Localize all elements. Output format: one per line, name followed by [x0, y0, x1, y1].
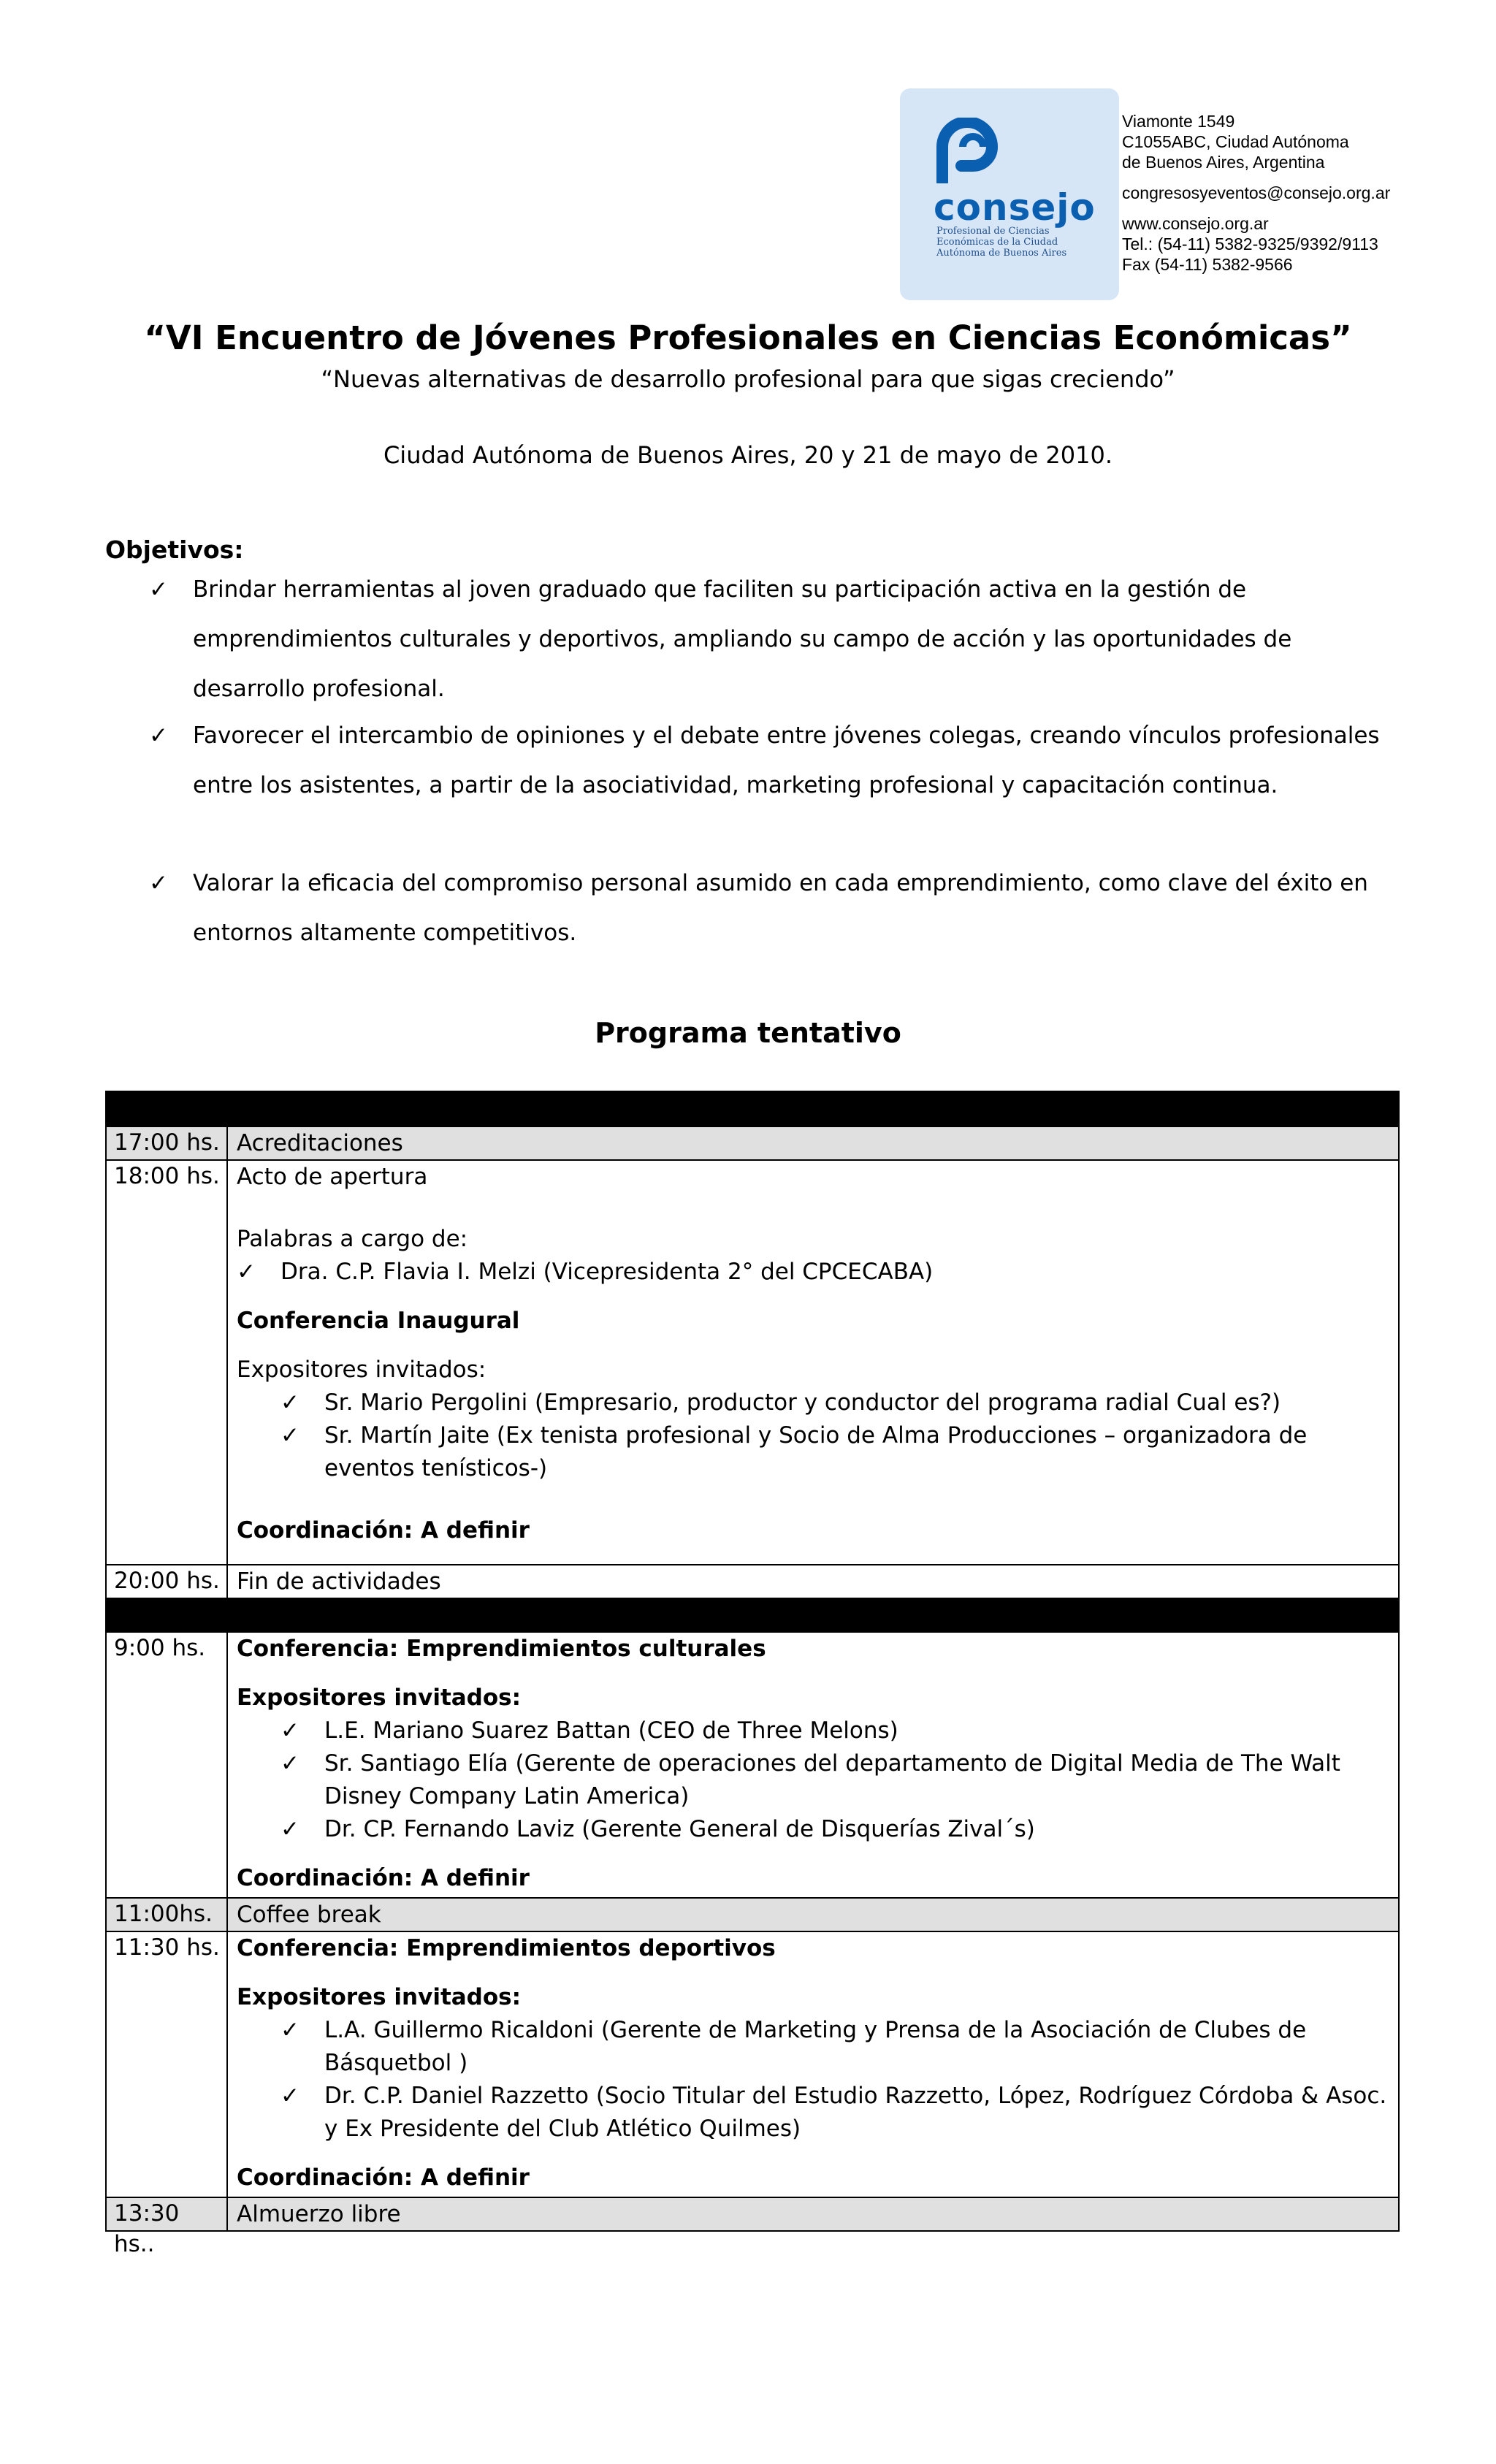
check-icon: ✓ — [280, 1750, 299, 1777]
time-cell: 13:30 hs.. — [107, 2198, 228, 2230]
logo-subtitle: Profesional de Ciencias Económicas de la Ciudad Autónoma de Buenos Aires — [936, 226, 1067, 259]
table-row — [107, 1631, 1398, 1897]
conference-title: Conferencia Inaugural — [237, 1308, 520, 1334]
activity-cell: Conferencia: Emprendimientos culturales Expositores invitados: ✓ L.E. Mariano Suarez Battan (CEO de Three Melons) ✓ Sr. Santiago Elía (Gerente de operaciones del departamento de Digital Media de The Walt Disney Company Latin America) ✓ Dr. CP. Fernando Laviz (Gerente General de Disquerías Zival´s) Coordinación: A definir — [228, 1633, 1398, 1895]
table-row — [107, 1564, 1398, 1598]
table-row — [107, 1159, 1398, 1564]
time-cell: 18:00 hs. — [107, 1161, 228, 1564]
coordination: Coordinación: A definir — [237, 1865, 530, 1891]
objective-item: ✓ Favorecer el intercambio de opiniones y el debate entre jóvenes colegas, creando vínculos profesionales entre los asistentes, a partir de la asociatividad, marketing profesional y capacitación continua. — [193, 711, 1405, 810]
contact-fax: Fax (54-11) 5382-9566 — [1122, 255, 1293, 274]
contact-web[interactable]: www.consejo.org.ar — [1122, 214, 1269, 233]
time-cell: 9:00 hs. — [107, 1633, 228, 1897]
consejo-logo — [900, 88, 1119, 300]
day-header-bar — [107, 1092, 1398, 1126]
event-place-date: Ciudad Autónoma de Buenos Aires, 20 y 21 de mayo de 2010. — [383, 441, 1113, 469]
address-line-3: de Buenos Aires, Argentina — [1122, 153, 1325, 172]
objective-item: ✓ Valorar la eficacia del compromiso personal asumido en cada emprendimiento, como clave del éxito en entornos altamente competitivos. — [193, 858, 1405, 958]
table-row — [107, 1126, 1398, 1159]
table-row — [107, 1931, 1398, 2197]
activity-cell: Acreditaciones — [237, 1130, 403, 1156]
check-icon: ✓ — [280, 1816, 299, 1842]
activity-cell: Coffee break — [237, 1902, 381, 1928]
check-icon: ✓ — [280, 1422, 299, 1449]
program-table — [105, 1091, 1400, 2257]
activity-cell: Conferencia: Emprendimientos deportivos Expositores invitados: ✓ L.A. Guillermo Ricaldoni (Gerente de Marketing y Prensa de la Asociación de Clubes de Básquetbol ) ✓ Dr. C.P. Daniel Razzetto (Socio Titular del Estudio Razzetto, López, Rodríguez Córdoba & Asoc. y Ex Presidente del Club Atlético Quilmes) Coordinación: A definir — [228, 1932, 1398, 2194]
time-cell: 11:30 hs. — [107, 1932, 228, 2197]
table-row — [107, 1897, 1398, 1931]
check-icon: ✓ — [149, 870, 168, 896]
event-title: “VI Encuentro de Jóvenes Profesionales en Ciencias Económicas” — [144, 319, 1352, 357]
check-icon: ✓ — [280, 2083, 299, 2109]
activity-cell: Acto de apertura Palabras a cargo de: ✓ Dra. C.P. Flavia I. Melzi (Vicepresidenta 2° del CPCECABA) Conferencia Inaugural Expositores invitados: ✓ Sr. Mario Pergolini (Empresario, productor y conductor del programa radial Cual es?) ✓ Sr. Martín Jaite (Ex tenista profesional y Socio de Alma Producciones – organizadora de eventos tenísticos-) Coordinación: A definir — [228, 1161, 1398, 1547]
time-cell: 11:00hs. — [107, 1899, 228, 1931]
contact-block — [1122, 111, 1473, 275]
address-line-1: Viamonte 1549 — [1122, 112, 1235, 131]
check-icon: ✓ — [149, 722, 168, 749]
logo-wordmark: consejo — [934, 186, 1096, 229]
conference-title: Conferencia: Emprendimientos culturales — [237, 1636, 766, 1662]
check-icon: ✓ — [280, 2017, 299, 2043]
contact-email[interactable]: congresosyeventos@consejo.org.ar — [1122, 183, 1391, 202]
objective-item: ✓ Brindar herramientas al joven graduado que faciliten su participación activa en la gestión de emprendimientos culturales y deportivos, ampliando su campo de acción y las oportunidades de desarrollo profesional. — [193, 565, 1405, 714]
check-icon: ✓ — [149, 576, 168, 603]
conference-title: Conferencia: Emprendimientos deportivos — [237, 1935, 776, 1961]
time-cell: 20:00 hs. — [107, 1565, 228, 1598]
check-icon: ✓ — [237, 1259, 256, 1285]
address-line-2: C1055ABC, Ciudad Autónoma — [1122, 132, 1349, 151]
day-header-bar — [107, 1598, 1398, 1631]
time-cell: 17:00 hs. — [107, 1127, 228, 1159]
coordination: Coordinación: A definir — [237, 1517, 530, 1544]
consejo-emblem-icon — [929, 118, 1002, 183]
coordination: Coordinación: A definir — [237, 2164, 530, 2191]
check-icon: ✓ — [280, 1717, 299, 1744]
event-subtitle: “Nuevas alternativas de desarrollo profesional para que sigas creciendo” — [321, 365, 1175, 393]
table-row — [107, 2197, 1398, 2257]
activity-cell: Fin de actividades — [237, 1568, 441, 1595]
contact-tel: Tel.: (54-11) 5382-9325/9392/9113 — [1122, 234, 1378, 253]
program-title: Programa tentativo — [595, 1017, 901, 1049]
check-icon: ✓ — [280, 1389, 299, 1416]
activity-cell: Almuerzo libre — [237, 2201, 401, 2227]
objectives-heading: Objetivos: — [105, 535, 244, 564]
